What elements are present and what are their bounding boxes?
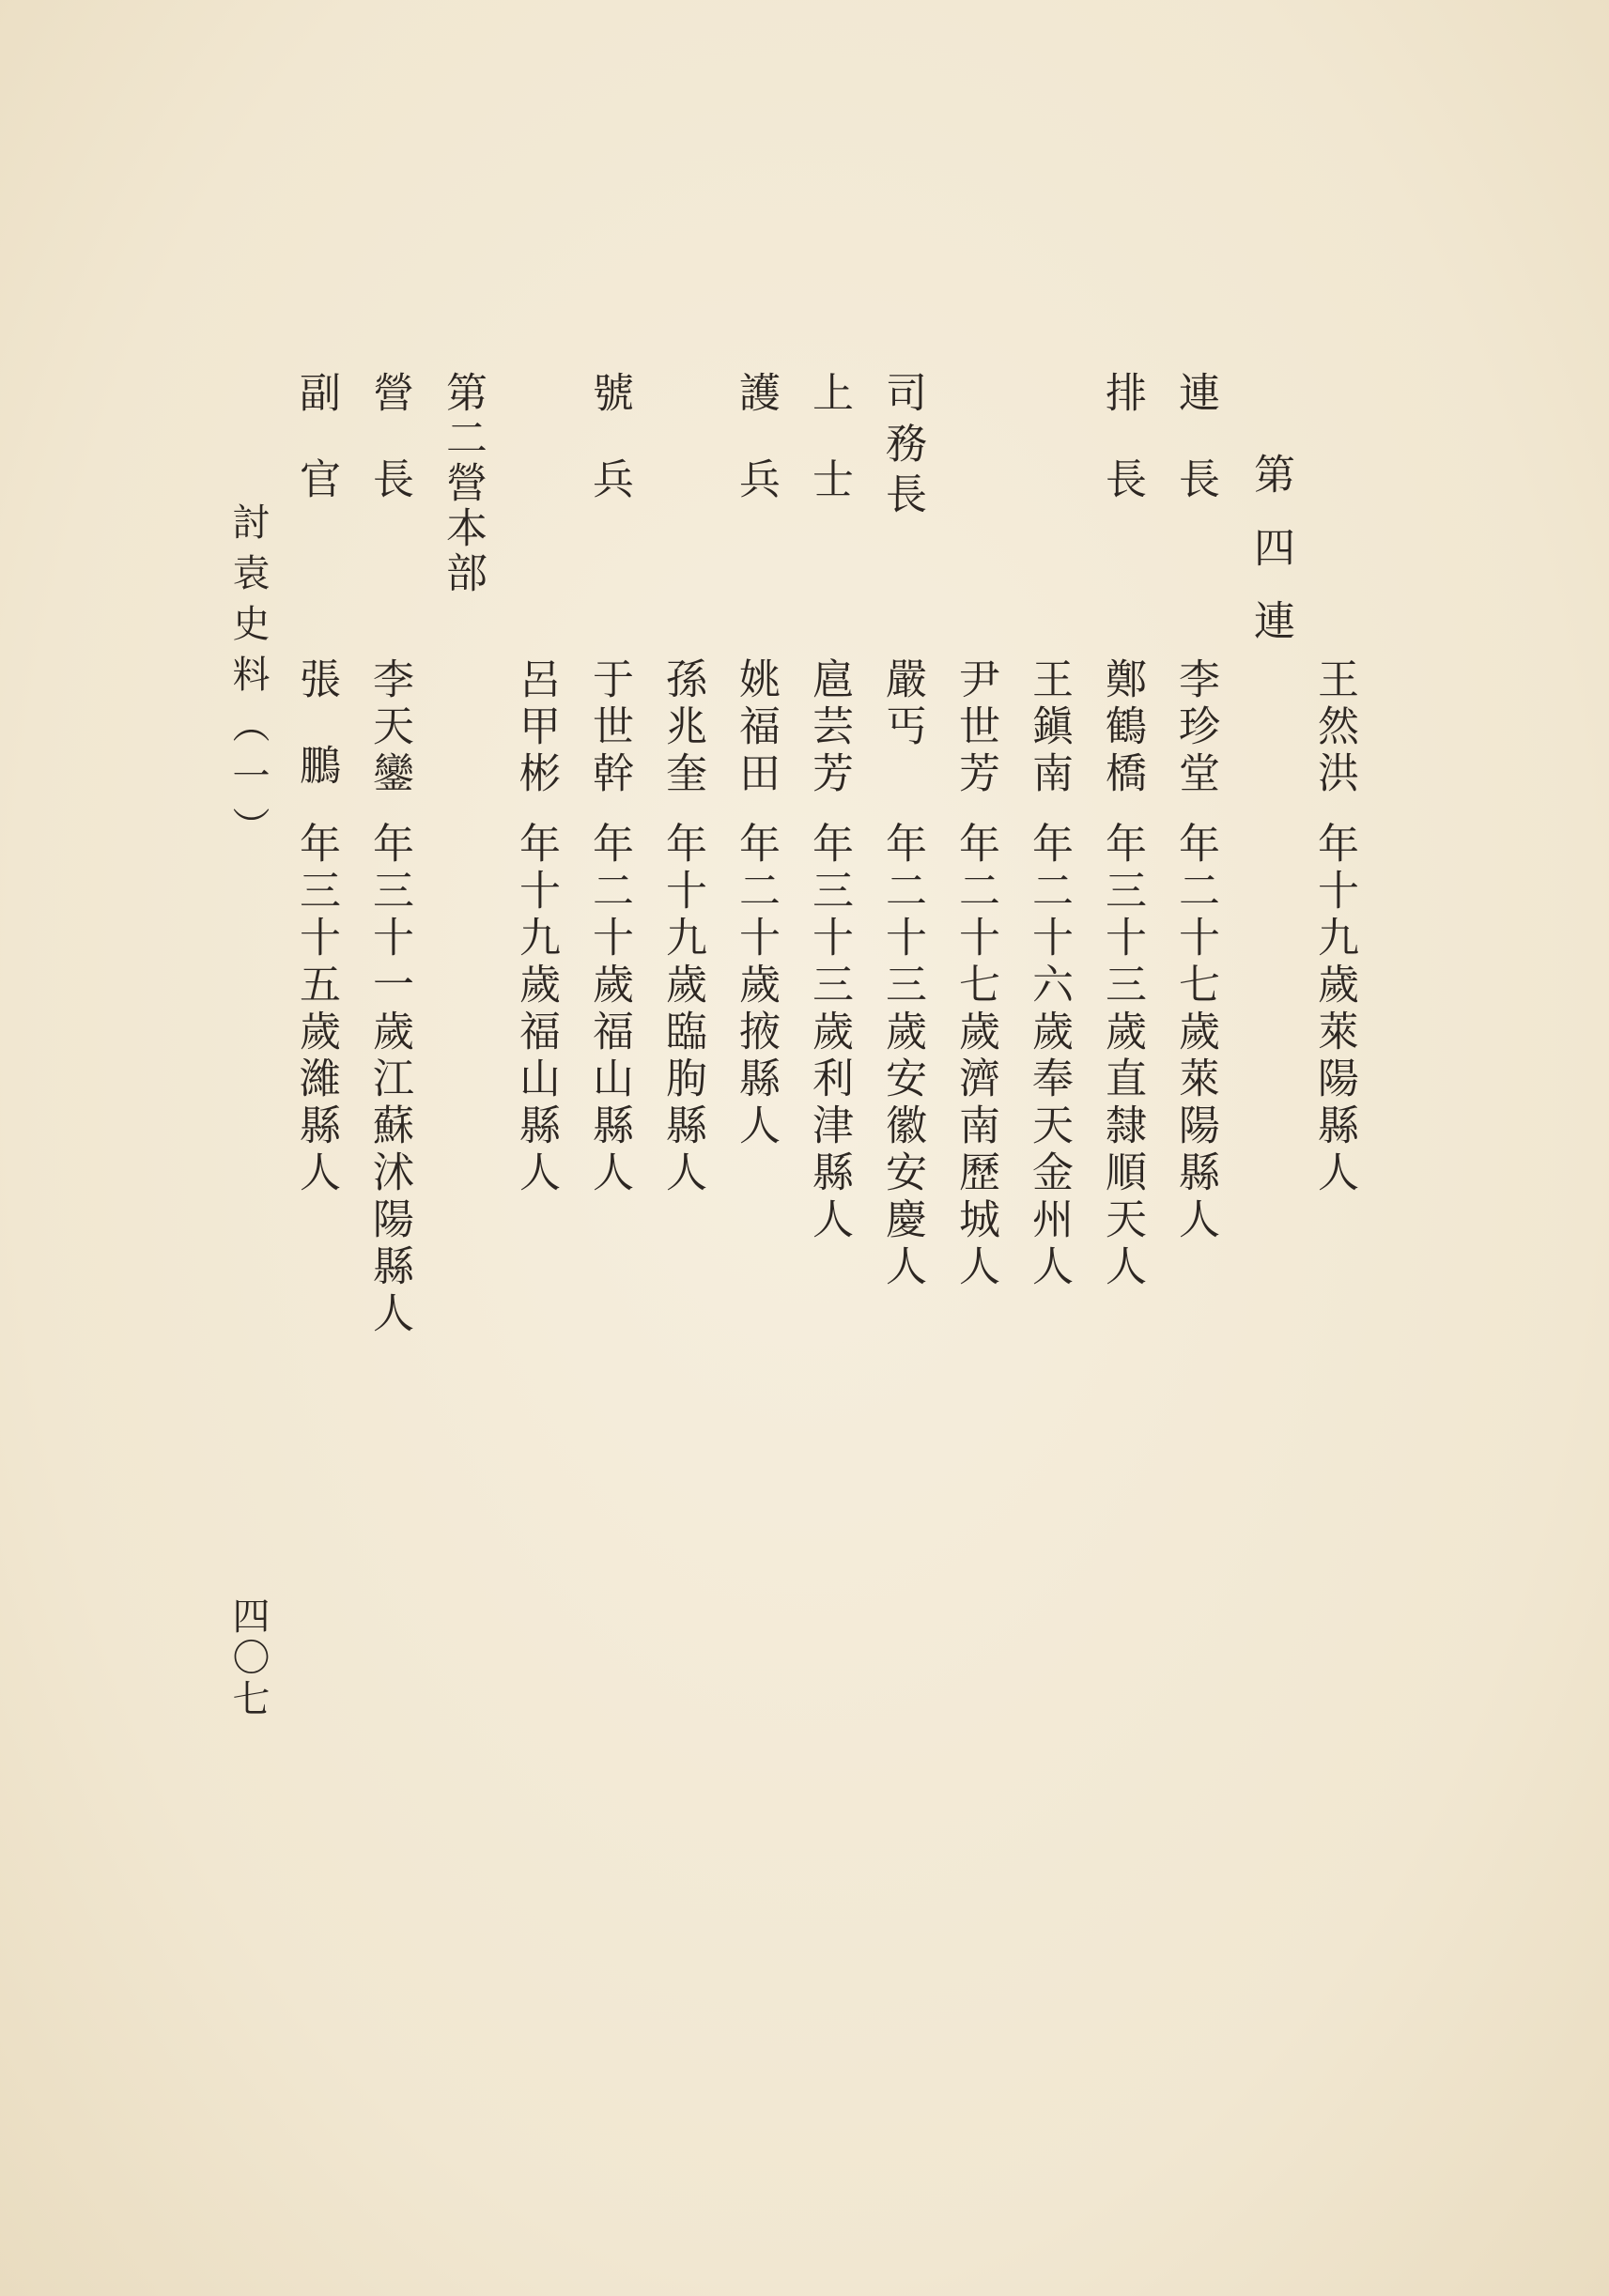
entry-name: 李珍堂 xyxy=(1171,657,1219,798)
entry-rank: 司務長 xyxy=(878,371,926,523)
entry-rank: 護兵 xyxy=(732,371,780,544)
roster-entry xyxy=(878,371,937,1329)
entry-name: 張鵬 xyxy=(292,657,340,830)
entry-name: 于世幹 xyxy=(585,657,633,798)
roster-entry xyxy=(512,371,571,1329)
entry-rank: 連長 xyxy=(1171,371,1219,544)
entry-name: 鄭鶴橋 xyxy=(1098,657,1146,798)
roster-entry xyxy=(1098,371,1157,1329)
section-heading xyxy=(441,371,498,1329)
entry-name: 嚴丐 xyxy=(878,657,926,751)
entry-name: 王然洪 xyxy=(1310,657,1358,798)
entry-detail: 年二十七歲萊陽縣人 xyxy=(1171,822,1219,1244)
entry-name: 姚福田 xyxy=(732,657,780,798)
entry-detail: 年十九歲臨朐縣人 xyxy=(658,822,706,1197)
entry-detail: 年三十一歲江蘇沭陽縣人 xyxy=(365,822,413,1338)
entry-rank: 副官 xyxy=(292,371,340,544)
entry-detail: 年三十三歲利津縣人 xyxy=(805,822,853,1244)
entry-name: 呂甲彬 xyxy=(512,657,560,798)
roster-entry xyxy=(658,371,718,1329)
entry-rank: 號兵 xyxy=(585,371,633,544)
roster-entry xyxy=(1171,371,1230,1329)
entry-detail: 年二十七歲濟南歷城人 xyxy=(951,822,999,1291)
roster-entry xyxy=(732,371,791,1329)
roster-entry xyxy=(1025,371,1084,1329)
entry-rank: 營長 xyxy=(365,371,413,544)
roster-entry xyxy=(1310,371,1369,1329)
roster-entry xyxy=(292,371,351,1329)
page-number: 四〇七 xyxy=(226,1596,270,1720)
entry-rank: 上士 xyxy=(805,371,853,544)
entry-detail: 年二十三歲安徽安慶人 xyxy=(878,822,926,1291)
section-heading xyxy=(1246,453,1306,1410)
entry-detail: 年三十五歲濰縣人 xyxy=(292,822,340,1197)
roster-entry xyxy=(585,371,644,1329)
entry-rank: 排長 xyxy=(1098,371,1146,544)
entry-name: 尹世芳 xyxy=(951,657,999,798)
entry-detail: 年十九歲萊陽縣人 xyxy=(1310,822,1358,1197)
entry-name: 李天鑾 xyxy=(365,657,413,798)
roster-entry xyxy=(951,371,1011,1329)
section-heading-text: 第四連 xyxy=(1246,453,1294,672)
entry-detail: 年十九歲福山縣人 xyxy=(512,822,560,1197)
roster-entry xyxy=(365,371,425,1338)
entry-name: 孫兆奎 xyxy=(658,657,706,798)
section-heading-text: 第二營本部 xyxy=(439,371,487,596)
entry-detail: 年二十歲掖縣人 xyxy=(732,822,780,1150)
entry-detail: 年二十歲福山縣人 xyxy=(585,822,633,1197)
book-title: 討袁史料（一） xyxy=(226,502,270,857)
entry-name: 扈芸芳 xyxy=(805,657,853,798)
roster-entry xyxy=(805,371,864,1329)
entry-name: 王鎭南 xyxy=(1025,657,1073,798)
entry-detail: 年二十六歲奉天金州人 xyxy=(1025,822,1073,1291)
entry-detail: 年三十三歲直隸順天人 xyxy=(1098,822,1146,1291)
